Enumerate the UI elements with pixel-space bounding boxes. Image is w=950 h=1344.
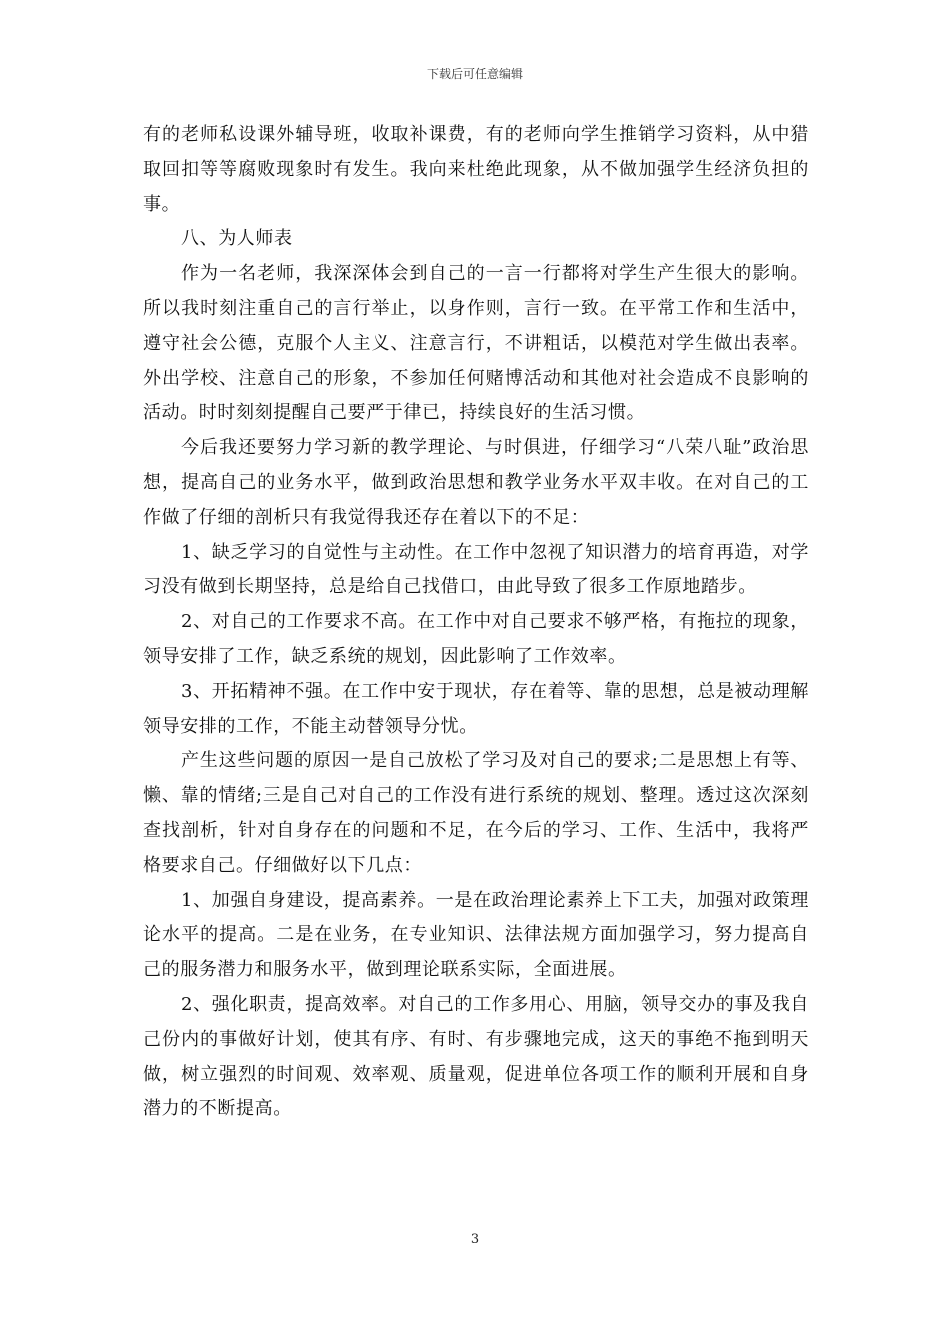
paragraph-causes: 产生这些问题的原因一是自己放松了学习及对自己的要求;二是思想上有等、懒、靠的情绪;三是自己对自己的工作没有进行系统的规划、整理。透过这次深刻查找剖析，针对自身存在的问题和不足，在今后的学习、工作、生活中，我将严格要求自己。仔细做好以下几点： <box>143 750 809 876</box>
page-number: 3 <box>470 1232 480 1247</box>
improvement-item-1: 1、加强自身建设，提高素养。一是在政治理论素养上下工夫，加强对政策理论水平的提高。二是在业务，在专业知识、法律法规方面加强学习，努力提高自己的服务潜力和服务水平，做到理论联系实际，全面进展。 <box>143 889 809 981</box>
shortcoming-item-3: 3、开拓精神不强。在工作中安于现状，存在着等、靠的思想，总是被动理解领导安排的工作，不能主动替领导分忧。 <box>143 680 809 737</box>
paragraph-continuation: 有的老师私设课外辅导班，收取补课费，有的老师向学生推销学习资料，从中猎取回扣等等腐败现象时有发生。我向来杜绝此现象，从不做加强学生经济负担的事。 <box>143 124 809 215</box>
page-header: 下载后可任意编辑 <box>426 67 523 81</box>
document-body <box>143 118 809 1127</box>
paragraph-future-study: 今后我还要努力学习新的教学理论、与时俱进，仔细学习“八荣八耻”政治思想，提高自己的业务水平，做到政治思想和教学业务水平双丰收。在对自己的工作做了仔细的剖析只有我觉得我还存在着以下的不足： <box>143 437 809 528</box>
paragraph-role-model: 作为一名老师，我深深体会到自己的一言一行都将对学生产生很大的影响。所以我时刻注重自己的言行举止，以身作则，言行一致。在平常工作和生活中，遵守社会公德，克服个人主义、注意言行，不讲粗话，以模范对学生做出表率。外出学校、注意自己的形象，不参加任何赌博活动和其他对社会造成不良影响的活动。时时刻刻提醒自己要严于律已，持续良好的生活习惯。 <box>143 263 809 424</box>
section-heading-8: 八、为人师表 <box>181 228 293 250</box>
improvement-item-2: 2、强化职责，提高效率。对自己的工作多用心、用脑，领导交办的事及我自己份内的事做好计划，使其有序、有时、有步骤地完成，这天的事绝不拖到明天做，树立强烈的时间观、效率观、质量观，促进单位各项工作的顺利开展和自身潜力的不断提高。 <box>143 993 809 1120</box>
shortcoming-item-1: 1、缺乏学习的自觉性与主动性。在工作中忽视了知识潜力的培育再造，对学习没有做到长期坚持，总是给自己找借口，由此导致了很多工作原地踏步。 <box>143 541 809 598</box>
shortcoming-item-2: 2、对自己的工作要求不高。在工作中对自己要求不够严格，有拖拉的现象，领导安排了工作，缺乏系统的规划，因此影响了工作效率。 <box>143 611 809 667</box>
